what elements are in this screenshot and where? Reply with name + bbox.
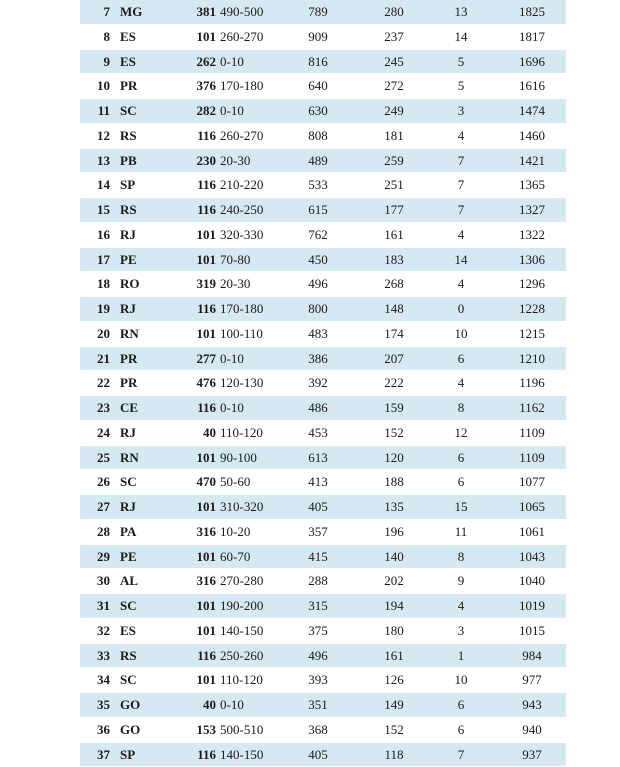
table-row (80, 297, 566, 322)
km-range-cell: 490-500 (220, 0, 263, 25)
table-row (80, 693, 566, 718)
value-cell-3: 1 (446, 644, 476, 669)
table-row (80, 619, 566, 644)
value-cell-1: 315 (303, 594, 333, 619)
rank-cell: 36 (97, 718, 110, 743)
highway-code-cell: 101 (197, 668, 217, 693)
value-cell-2: 181 (379, 124, 409, 149)
highway-code-cell: 116 (197, 396, 216, 421)
highway-code-cell: 116 (197, 124, 216, 149)
rank-cell: 11 (98, 99, 110, 124)
value-cell-1: 375 (303, 619, 333, 644)
highway-code-cell: 116 (197, 297, 216, 322)
value-cell-2: 202 (379, 569, 409, 594)
highway-code-cell: 277 (197, 347, 217, 372)
value-cell-3: 4 (446, 124, 476, 149)
rank-cell: 23 (97, 396, 110, 421)
value-cell-3: 14 (446, 248, 476, 273)
table-row (80, 149, 566, 174)
km-range-cell: 240-250 (220, 198, 263, 223)
value-cell-3: 5 (446, 74, 476, 99)
highway-code-cell: 470 (197, 470, 217, 495)
value-cell-1: 483 (303, 322, 333, 347)
km-range-cell: 260-270 (220, 25, 263, 50)
highway-code-cell: 101 (197, 619, 217, 644)
value-cell-3: 14 (446, 25, 476, 50)
state-cell: RS (120, 644, 137, 669)
value-cell-1: 405 (303, 495, 333, 520)
rank-cell: 32 (97, 619, 110, 644)
rank-cell: 10 (97, 74, 110, 99)
state-cell: SC (120, 99, 137, 124)
data-table (80, 0, 566, 767)
table-row (80, 0, 566, 25)
rank-cell: 31 (97, 594, 110, 619)
state-cell: SP (120, 743, 135, 767)
state-cell: RJ (120, 223, 136, 248)
table-row (80, 545, 566, 570)
table-row (80, 50, 566, 75)
highway-code-cell: 101 (197, 25, 217, 50)
highway-code-cell: 376 (197, 74, 217, 99)
total-cell: 984 (512, 644, 552, 669)
rank-cell: 9 (104, 50, 111, 75)
km-range-cell: 110-120 (220, 421, 263, 446)
highway-code-cell: 40 (203, 693, 216, 718)
state-cell: RJ (120, 421, 136, 446)
highway-code-cell: 101 (197, 248, 217, 273)
value-cell-1: 496 (303, 644, 333, 669)
table-row (80, 495, 566, 520)
value-cell-3: 8 (446, 545, 476, 570)
table-row (80, 470, 566, 495)
state-cell: GO (120, 693, 140, 718)
total-cell: 1015 (512, 619, 552, 644)
value-cell-3: 11 (446, 520, 476, 545)
value-cell-3: 4 (446, 223, 476, 248)
value-cell-1: 392 (303, 371, 333, 396)
value-cell-2: 152 (379, 718, 409, 743)
total-cell: 1296 (512, 272, 552, 297)
state-cell: PA (120, 520, 136, 545)
highway-code-cell: 381 (197, 0, 217, 25)
state-cell: GO (120, 718, 140, 743)
rank-cell: 27 (97, 495, 110, 520)
rank-cell: 25 (97, 446, 110, 471)
km-range-cell: 10-20 (220, 520, 250, 545)
state-cell: PR (120, 74, 137, 99)
km-range-cell: 0-10 (220, 50, 244, 75)
total-cell: 1322 (512, 223, 552, 248)
value-cell-3: 5 (446, 50, 476, 75)
value-cell-3: 7 (446, 198, 476, 223)
table-row (80, 347, 566, 372)
state-cell: AL (120, 569, 138, 594)
value-cell-2: 148 (379, 297, 409, 322)
table-row (80, 594, 566, 619)
value-cell-1: 789 (303, 0, 333, 25)
highway-code-cell: 319 (197, 272, 217, 297)
value-cell-2: 135 (379, 495, 409, 520)
km-range-cell: 0-10 (220, 99, 244, 124)
value-cell-1: 368 (303, 718, 333, 743)
state-cell: ES (120, 619, 136, 644)
table-row (80, 223, 566, 248)
state-cell: RN (120, 446, 139, 471)
value-cell-1: 415 (303, 545, 333, 570)
km-range-cell: 0-10 (220, 693, 244, 718)
value-cell-2: 183 (379, 248, 409, 273)
total-cell: 1077 (512, 470, 552, 495)
value-cell-1: 800 (303, 297, 333, 322)
highway-code-cell: 101 (197, 446, 217, 471)
highway-code-cell: 262 (197, 50, 217, 75)
km-range-cell: 310-320 (220, 495, 263, 520)
rank-cell: 14 (97, 173, 110, 198)
rank-cell: 24 (97, 421, 110, 446)
value-cell-1: 393 (303, 668, 333, 693)
state-cell: ES (120, 50, 136, 75)
state-cell: SP (120, 173, 135, 198)
total-cell: 1825 (512, 0, 552, 25)
table-row (80, 173, 566, 198)
total-cell: 1162 (512, 396, 552, 421)
highway-code-cell: 476 (197, 371, 217, 396)
table-row (80, 446, 566, 471)
rank-cell: 30 (97, 569, 110, 594)
km-range-cell: 210-220 (220, 173, 263, 198)
value-cell-1: 486 (303, 396, 333, 421)
km-range-cell: 320-330 (220, 223, 263, 248)
value-cell-3: 7 (446, 149, 476, 174)
value-cell-3: 8 (446, 396, 476, 421)
total-cell: 940 (512, 718, 552, 743)
value-cell-2: 237 (379, 25, 409, 50)
table-row (80, 718, 566, 743)
km-range-cell: 170-180 (220, 297, 263, 322)
highway-code-cell: 101 (197, 223, 217, 248)
rank-cell: 16 (97, 223, 110, 248)
state-cell: RJ (120, 297, 136, 322)
value-cell-2: 149 (379, 693, 409, 718)
km-range-cell: 100-110 (220, 322, 263, 347)
value-cell-1: 762 (303, 223, 333, 248)
total-cell: 1460 (512, 124, 552, 149)
value-cell-2: 245 (379, 50, 409, 75)
rank-cell: 37 (97, 743, 110, 767)
table-row (80, 569, 566, 594)
total-cell: 1196 (512, 371, 552, 396)
rank-cell: 12 (97, 124, 110, 149)
total-cell: 1065 (512, 495, 552, 520)
total-cell: 937 (512, 743, 552, 767)
total-cell: 1817 (512, 25, 552, 50)
highway-code-cell: 316 (197, 520, 217, 545)
value-cell-1: 816 (303, 50, 333, 75)
rank-cell: 18 (97, 272, 110, 297)
value-cell-2: 118 (379, 743, 409, 767)
state-cell: PE (120, 248, 137, 273)
rank-cell: 21 (97, 347, 110, 372)
table-row (80, 743, 566, 767)
rank-cell: 15 (97, 198, 110, 223)
value-cell-1: 489 (303, 149, 333, 174)
state-cell: PB (120, 149, 137, 174)
rank-cell: 20 (97, 322, 110, 347)
value-cell-3: 10 (446, 322, 476, 347)
value-cell-2: 251 (379, 173, 409, 198)
km-range-cell: 110-120 (220, 668, 263, 693)
highway-code-cell: 101 (197, 545, 217, 570)
value-cell-3: 6 (446, 718, 476, 743)
value-cell-3: 4 (446, 594, 476, 619)
total-cell: 1019 (512, 594, 552, 619)
value-cell-3: 6 (446, 693, 476, 718)
state-cell: MG (120, 0, 142, 25)
value-cell-1: 288 (303, 569, 333, 594)
value-cell-2: 152 (379, 421, 409, 446)
value-cell-1: 533 (303, 173, 333, 198)
total-cell: 943 (512, 693, 552, 718)
value-cell-2: 180 (379, 619, 409, 644)
rank-cell: 28 (97, 520, 110, 545)
km-range-cell: 500-510 (220, 718, 263, 743)
value-cell-2: 188 (379, 470, 409, 495)
value-cell-1: 386 (303, 347, 333, 372)
rank-cell: 13 (97, 149, 110, 174)
total-cell: 1696 (512, 50, 552, 75)
table-row (80, 322, 566, 347)
value-cell-2: 207 (379, 347, 409, 372)
value-cell-2: 177 (379, 198, 409, 223)
state-cell: RS (120, 198, 137, 223)
state-cell: ES (120, 25, 136, 50)
table-row (80, 248, 566, 273)
km-range-cell: 260-270 (220, 124, 263, 149)
value-cell-1: 630 (303, 99, 333, 124)
km-range-cell: 270-280 (220, 569, 263, 594)
value-cell-2: 120 (379, 446, 409, 471)
value-cell-1: 496 (303, 272, 333, 297)
table-row (80, 124, 566, 149)
km-range-cell: 70-80 (220, 248, 250, 273)
rank-cell: 19 (97, 297, 110, 322)
value-cell-1: 615 (303, 198, 333, 223)
table-row (80, 668, 566, 693)
rank-cell: 34 (97, 668, 110, 693)
value-cell-1: 640 (303, 74, 333, 99)
km-range-cell: 0-10 (220, 396, 244, 421)
value-cell-2: 161 (379, 223, 409, 248)
state-cell: RN (120, 322, 139, 347)
value-cell-2: 161 (379, 644, 409, 669)
state-cell: SC (120, 594, 137, 619)
rank-cell: 17 (97, 248, 110, 273)
km-range-cell: 20-30 (220, 149, 250, 174)
km-range-cell: 250-260 (220, 644, 263, 669)
table-row (80, 74, 566, 99)
table-row (80, 421, 566, 446)
total-cell: 1210 (512, 347, 552, 372)
highway-code-cell: 116 (197, 198, 216, 223)
rank-cell: 26 (97, 470, 110, 495)
highway-code-cell: 116 (197, 743, 216, 767)
value-cell-1: 351 (303, 693, 333, 718)
table-row (80, 25, 566, 50)
value-cell-1: 405 (303, 743, 333, 767)
total-cell: 1365 (512, 173, 552, 198)
highway-code-cell: 230 (197, 149, 217, 174)
total-cell: 1474 (512, 99, 552, 124)
value-cell-2: 268 (379, 272, 409, 297)
km-range-cell: 190-200 (220, 594, 263, 619)
rank-cell: 8 (104, 25, 111, 50)
value-cell-3: 4 (446, 272, 476, 297)
km-range-cell: 170-180 (220, 74, 263, 99)
total-cell: 1327 (512, 198, 552, 223)
value-cell-3: 12 (446, 421, 476, 446)
km-range-cell: 90-100 (220, 446, 257, 471)
state-cell: PR (120, 347, 137, 372)
km-range-cell: 50-60 (220, 470, 250, 495)
total-cell: 1061 (512, 520, 552, 545)
value-cell-3: 6 (446, 347, 476, 372)
total-cell: 1109 (512, 446, 552, 471)
highway-code-cell: 101 (197, 322, 217, 347)
value-cell-3: 3 (446, 619, 476, 644)
state-cell: RO (120, 272, 140, 297)
table-row (80, 99, 566, 124)
value-cell-3: 3 (446, 99, 476, 124)
total-cell: 1109 (512, 421, 552, 446)
state-cell: RJ (120, 495, 136, 520)
total-cell: 1228 (512, 297, 552, 322)
value-cell-2: 140 (379, 545, 409, 570)
value-cell-3: 6 (446, 470, 476, 495)
km-range-cell: 60-70 (220, 545, 250, 570)
rank-cell: 29 (97, 545, 110, 570)
value-cell-2: 259 (379, 149, 409, 174)
total-cell: 1421 (512, 149, 552, 174)
km-range-cell: 20-30 (220, 272, 250, 297)
value-cell-1: 909 (303, 25, 333, 50)
table-row (80, 396, 566, 421)
value-cell-1: 453 (303, 421, 333, 446)
value-cell-3: 0 (446, 297, 476, 322)
value-cell-3: 7 (446, 173, 476, 198)
highway-code-cell: 40 (203, 421, 216, 446)
total-cell: 1043 (512, 545, 552, 570)
table-row (80, 520, 566, 545)
state-cell: PE (120, 545, 137, 570)
total-cell: 1040 (512, 569, 552, 594)
value-cell-2: 159 (379, 396, 409, 421)
highway-code-cell: 101 (197, 594, 217, 619)
highway-code-cell: 282 (197, 99, 217, 124)
km-range-cell: 140-150 (220, 743, 263, 767)
value-cell-3: 4 (446, 371, 476, 396)
rank-cell: 22 (97, 371, 110, 396)
value-cell-2: 272 (379, 74, 409, 99)
table-row (80, 272, 566, 297)
km-range-cell: 0-10 (220, 347, 244, 372)
table-row (80, 371, 566, 396)
rank-cell: 35 (97, 693, 110, 718)
value-cell-2: 174 (379, 322, 409, 347)
state-cell: CE (120, 396, 138, 421)
total-cell: 1616 (512, 74, 552, 99)
highway-code-cell: 316 (197, 569, 217, 594)
value-cell-3: 10 (446, 668, 476, 693)
value-cell-2: 194 (379, 594, 409, 619)
highway-code-cell: 101 (197, 495, 217, 520)
value-cell-2: 196 (379, 520, 409, 545)
value-cell-1: 808 (303, 124, 333, 149)
rank-cell: 7 (104, 0, 111, 25)
value-cell-1: 450 (303, 248, 333, 273)
state-cell: SC (120, 668, 137, 693)
value-cell-3: 13 (446, 0, 476, 25)
highway-code-cell: 153 (197, 718, 217, 743)
table-row (80, 644, 566, 669)
state-cell: SC (120, 470, 137, 495)
value-cell-3: 6 (446, 446, 476, 471)
total-cell: 977 (512, 668, 552, 693)
state-cell: PR (120, 371, 137, 396)
table-row (80, 198, 566, 223)
highway-code-cell: 116 (197, 173, 216, 198)
value-cell-3: 15 (446, 495, 476, 520)
total-cell: 1306 (512, 248, 552, 273)
value-cell-3: 9 (446, 569, 476, 594)
rank-cell: 33 (97, 644, 110, 669)
total-cell: 1215 (512, 322, 552, 347)
state-cell: RS (120, 124, 137, 149)
km-range-cell: 120-130 (220, 371, 263, 396)
value-cell-2: 280 (379, 0, 409, 25)
value-cell-1: 357 (303, 520, 333, 545)
value-cell-3: 7 (446, 743, 476, 767)
value-cell-2: 126 (379, 668, 409, 693)
value-cell-2: 249 (379, 99, 409, 124)
value-cell-1: 413 (303, 470, 333, 495)
highway-code-cell: 116 (197, 644, 216, 669)
value-cell-1: 613 (303, 446, 333, 471)
value-cell-2: 222 (379, 371, 409, 396)
km-range-cell: 140-150 (220, 619, 263, 644)
